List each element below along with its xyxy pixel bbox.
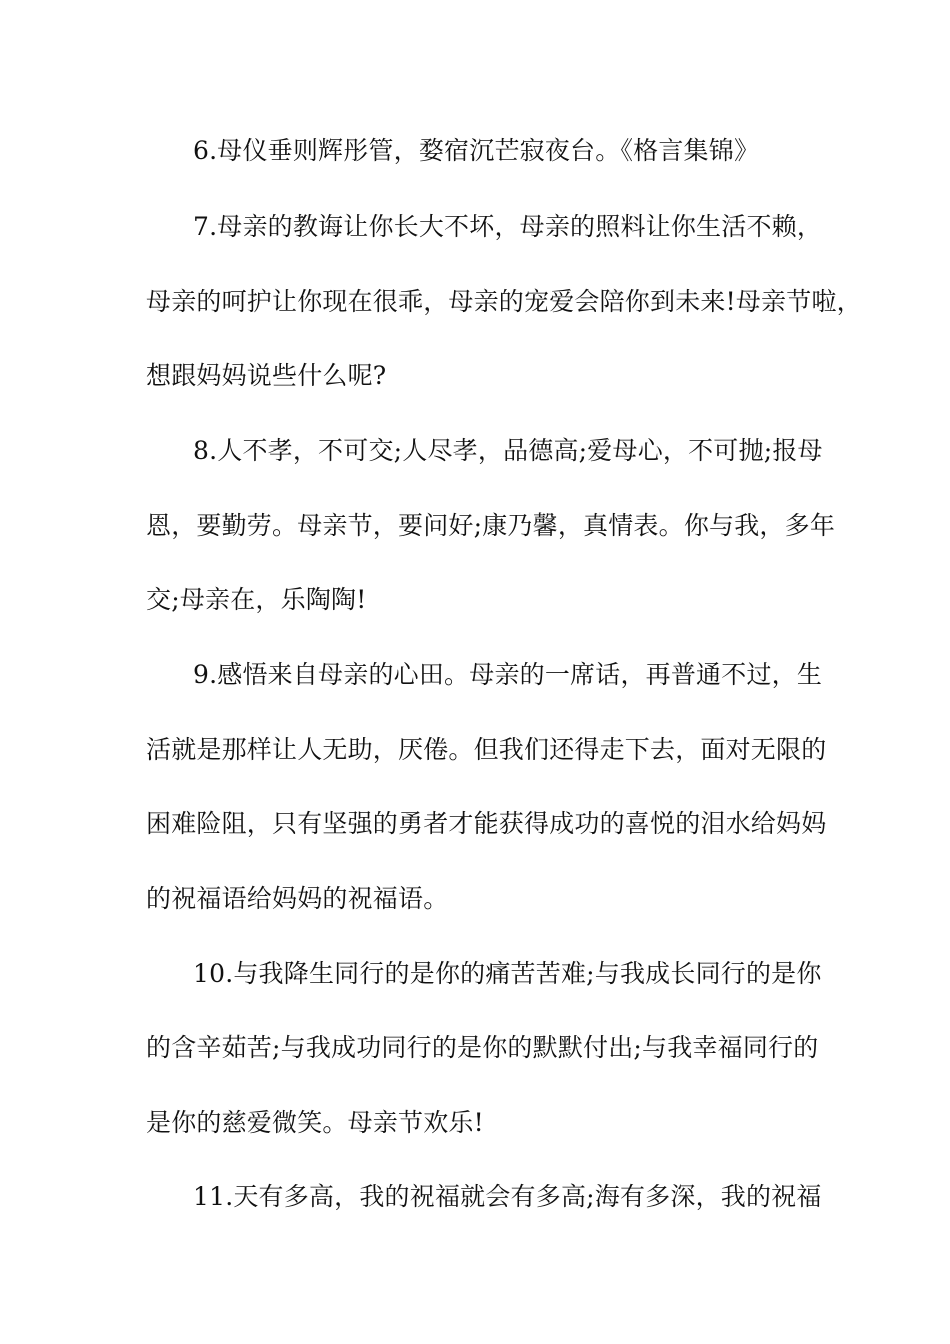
paragraph-7-line-2: 母亲的呵护让你现在很乖，母亲的宠爱会陪你到未来!母亲节啦， [146,287,862,316]
paragraph-11-line-1: 11.天有多高，我的祝福就会有多高;海有多深，我的祝福 [193,1182,822,1211]
paragraph-10-line-3: 是你的慈爱微笑。母亲节欢乐! [146,1108,484,1137]
paragraph-9-line-2: 活就是那样让人无助，厌倦。但我们还得走下去，面对无限的 [146,735,827,764]
paragraph-9-line-3: 困难险阻，只有坚强的勇者才能获得成功的喜悦的泪水给妈妈 [146,809,827,838]
paragraph-8-line-3: 交;母亲在，乐陶陶! [146,585,367,614]
paragraph-7-line-1: 7.母亲的教诲让你长大不坏，母亲的照料让你生活不赖， [193,212,823,241]
paragraph-8-line-2: 恩，要勤劳。母亲节，要问好;康乃馨，真情表。你与我，多年 [146,511,836,540]
paragraph-10-line-2: 的含辛茹苦;与我成功同行的是你的默默付出;与我幸福同行的 [146,1033,819,1062]
paragraph-7-line-3: 想跟妈妈说些什么呢? [146,361,387,390]
paragraph-9-line-4: 的祝福语给妈妈的祝福语。 [146,884,449,913]
paragraph-9-line-1: 9.感悟来自母亲的心田。母亲的一席话，再普通不过，生 [193,660,823,689]
paragraph-10-line-1: 10.与我降生同行的是你的痛苦苦难;与我成长同行的是你 [193,959,822,988]
paragraph-6-line-1: 6.母仪垂则辉彤管，婺宿沉芒寂夜台。《格言集锦》 [193,136,760,165]
paragraph-8-line-1: 8.人不孝，不可交;人尽孝，品德高;爱母心，不可抛;报母 [193,436,823,465]
